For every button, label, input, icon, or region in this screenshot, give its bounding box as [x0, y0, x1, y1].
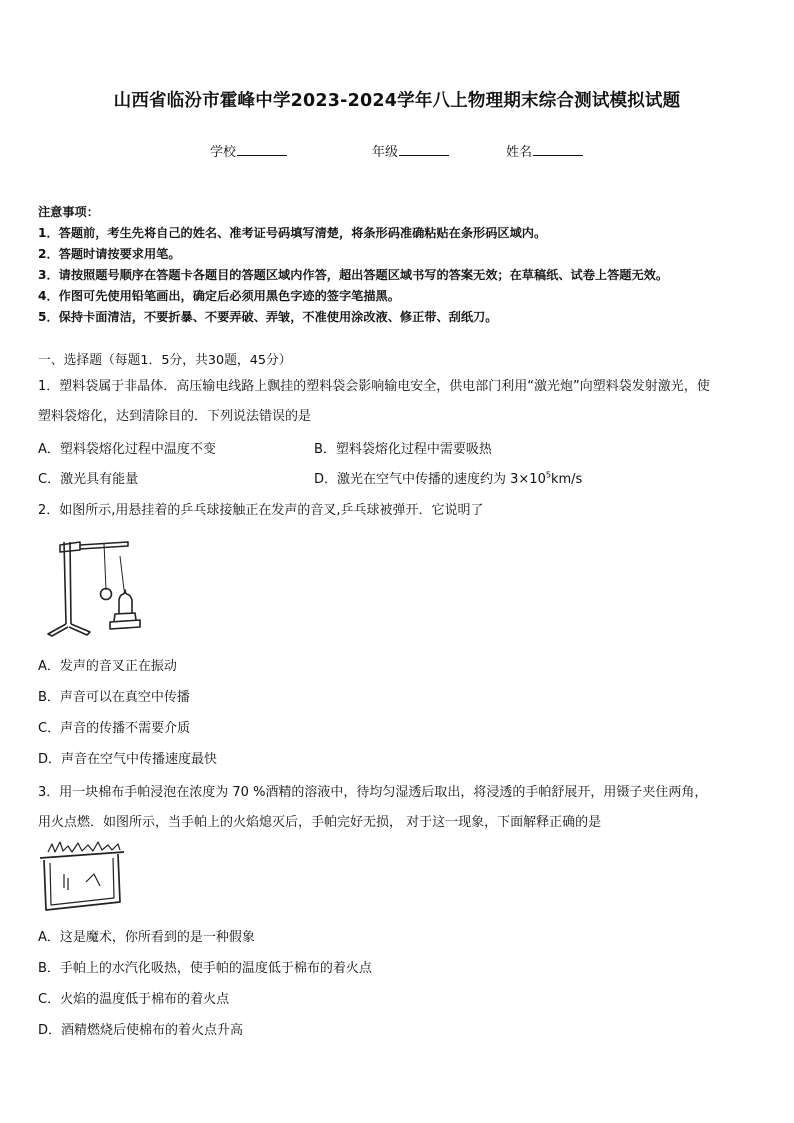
q3-option-c: C．火焰的温度低于棉布的着火点 [38, 992, 230, 1007]
q1-option-c: C．激光具有能量 [38, 472, 139, 487]
q1-option-d [314, 468, 582, 487]
grade-label: 年级 [372, 145, 399, 160]
q3-stem-line1: 3．用一块棉布手帕浸泡在浓度为 70 %酒精的溶液中，待均匀湿透后取出，将浸透的手帕舒展开，用镊子夹住两角， [38, 785, 708, 800]
school-label: 学校 [210, 145, 237, 160]
q3-option-b: B．手帕上的水汽化吸热，使手帕的温度低于棉布的着火点 [38, 961, 372, 976]
school-blank [237, 142, 287, 156]
page-title: 山西省临汾市霍峰中学2023-2024学年八上物理期末综合测试模拟试题 [113, 91, 681, 111]
q3-option-a: A．这是魔术，你所看到的是一种假象 [38, 930, 255, 945]
tuning-fork-pendulum-figure [40, 530, 160, 645]
name-field [506, 141, 583, 160]
notice-item-4: 4．作图可先使用铅笔画出，确定后必须用黑色字迹的签字笔描黑。 [38, 289, 400, 303]
notice-item-1: 1．答题前，考生先将自己的姓名、准考证号码填写清楚，将条形码准确粘贴在条形码区域内。 [38, 226, 547, 240]
q1-option-d-unit: km/s [550, 472, 583, 487]
q1-stem-line1: 1．塑料袋属于非晶体．高压输电线路上飘挂的塑料袋会影响输电安全，供电部门利用“激光炮”向塑料袋发射激光，使 [38, 379, 710, 394]
q1-option-b: B．塑料袋熔化过程中需要吸热 [314, 442, 492, 457]
q1-stem-line2: 塑料袋熔化，达到清除目的．下列说法错误的是 [38, 409, 312, 424]
q2-option-b: B．声音可以在真空中传播 [38, 690, 190, 705]
q1-option-d-exponent: 5 [545, 470, 551, 480]
name-label: 姓名 [506, 145, 533, 160]
section-heading: 一、选择题（每题1．5分，共30题，45分） [38, 353, 292, 368]
name-blank [533, 142, 583, 156]
grade-field [372, 141, 449, 160]
q3-option-d: D．酒精燃烧后使棉布的着火点升高 [38, 1023, 244, 1038]
q1-option-d-text: D．激光在空气中传播的速度约为 3×10 [314, 472, 546, 487]
notice-heading: 注意事项： [38, 205, 99, 219]
notice-item-3: 3．请按照题号顺序在答题卡各题目的答题区域内作答，超出答题区域书写的答案无效；在草稿纸、试卷上答题无效。 [38, 268, 669, 282]
q2-option-a: A．发声的音叉正在振动 [38, 659, 177, 674]
q2-option-c: C．声音的传播不需要介质 [38, 721, 191, 736]
q2-stem: 2．如图所示,用悬挂着的乒乓球接触正在发声的音叉,乒乓球被弹开．它说明了 [38, 503, 484, 518]
notice-item-5: 5．保持卡面清洁，不要折暴、不要弄破、弄皱，不准使用涂改液、修正带、刮纸刀。 [38, 310, 498, 324]
grade-blank [399, 142, 449, 156]
q1-option-a: A．塑料袋熔化过程中温度不变 [38, 442, 216, 457]
notice-item-2: 2．答题时请按要求用笔。 [38, 247, 181, 261]
q2-option-d: D．声音在空气中传播速度最快 [38, 752, 218, 767]
school-field [210, 141, 287, 160]
q3-stem-line2: 用火点燃．如图所示，当手帕上的火焰熄灭后，手帕完好无损， 对于这一现象，下面解释正确的是 [38, 815, 602, 830]
burning-handkerchief-figure [38, 838, 128, 913]
